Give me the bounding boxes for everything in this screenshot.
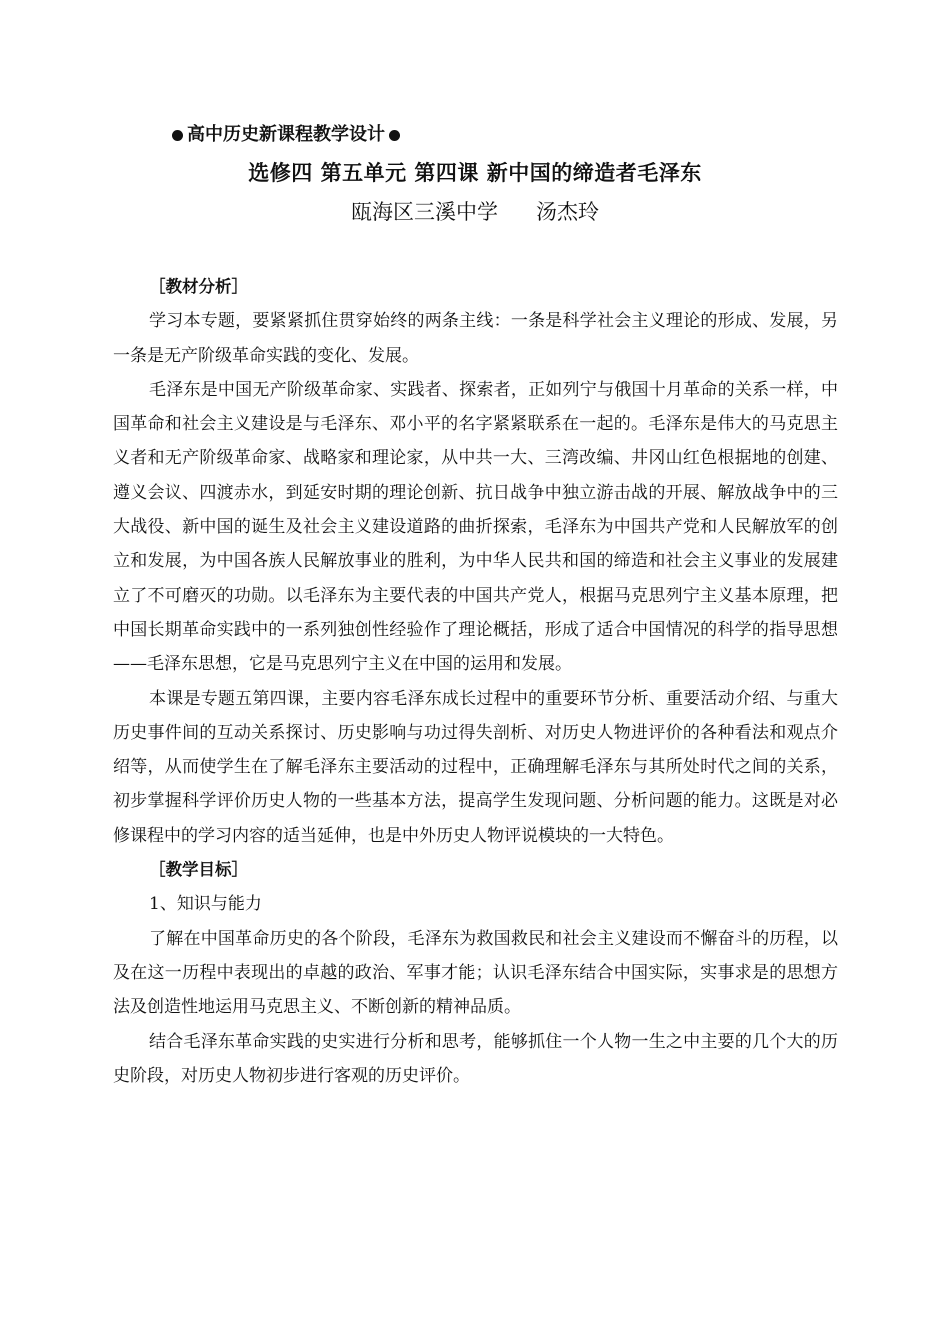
paragraph: 学习本专题，要紧紧抓住贯穿始终的两条主线：一条是科学社会主义理论的形成、发展，另一条是无产阶级革命实践的变化、发展。 <box>113 311 838 366</box>
section-heading-analysis: ［教材分析］ <box>149 277 248 296</box>
lesson-title: 选修四 第五单元 第四课 新中国的缔造者毛泽东 <box>248 161 702 185</box>
school-name: 瓯海区三溪中学 <box>351 200 498 224</box>
series-label: 高中历史新课程教学设计 <box>187 124 385 145</box>
author-line <box>0 197 950 227</box>
section-heading-goals: ［教学目标］ <box>149 860 248 880</box>
paragraph: 本课是专题五第四课，主要内容毛泽东成长过程中的重要环节分析、重要活动介绍、与重大历史事件间的互动关系探讨、历史影响与功过得失剖析、对历史人物进评价的各种看法和观点介绍等，从而使学生在了解毛泽东主要活动的过程中，正确理解毛泽东与其所处时代之间的关系，初步掌握科学评价历史人物的一些基本方法，提高学生发现问题、分析问题的能力。这既是对必修课程中的学习内容的适当延伸，也是中外历史人物评说模块的一大特色。 <box>113 688 838 846</box>
paragraph: 毛泽东是中国无产阶级革命家、实践者、探索者，正如列宁与俄国十月革命的关系一样，中国革命和社会主义建设是与毛泽东、邓小平的名字紧紧联系在一起的。毛泽东是伟大的马克思主义者和无产阶级革命家、战略家和理论家，从中共一大、三湾改编、井冈山红色根据地的创建、遵义会议、四渡赤水，到延安时期的理论创新、抗日战争中独立游击战的开展、解放战争中的三大战役、新中国的诞生及社会主义建设道路的曲折探索，毛泽东为中国共产党和人民解放军的创立和发展，为中国各族人民解放事业的胜利，为中华人民共和国的缔造和社会主义事业的发展建立了不可磨灭的功勋。以毛泽东为主要代表的中国共产党人，根据马克思列宁主义基本原理，把中国长期革命实践中的一系列独创性经验作了理论概括，形成了适合中国情况的科学的指导思想——毛泽东思想，它是马克思列宁主义在中国的运用和发展。 <box>113 379 838 675</box>
subheading-knowledge: 1、知识与能力 <box>149 894 262 915</box>
paragraph: 结合毛泽东革命实践的史实进行分析和思考，能够抓住一个人物一生之中主要的几个大的历史阶段，对历史人物初步进行客观的历史评价。 <box>113 1031 838 1086</box>
bullet-icon <box>389 130 400 141</box>
paragraph: 了解在中国革命历史的各个阶段，毛泽东为救国救民和社会主义建设而不懈奋斗的历程，以及在这一历程中表现出的卓越的政治、军事才能；认识毛泽东结合中国实际，实事求是的思想方法及创造性地运用马克思主义、不断创新的精神品质。 <box>113 928 838 1018</box>
bullet-icon <box>172 130 183 141</box>
series-header <box>168 123 488 147</box>
document-body <box>113 270 838 1093</box>
author-name: 汤杰玲 <box>536 200 599 224</box>
